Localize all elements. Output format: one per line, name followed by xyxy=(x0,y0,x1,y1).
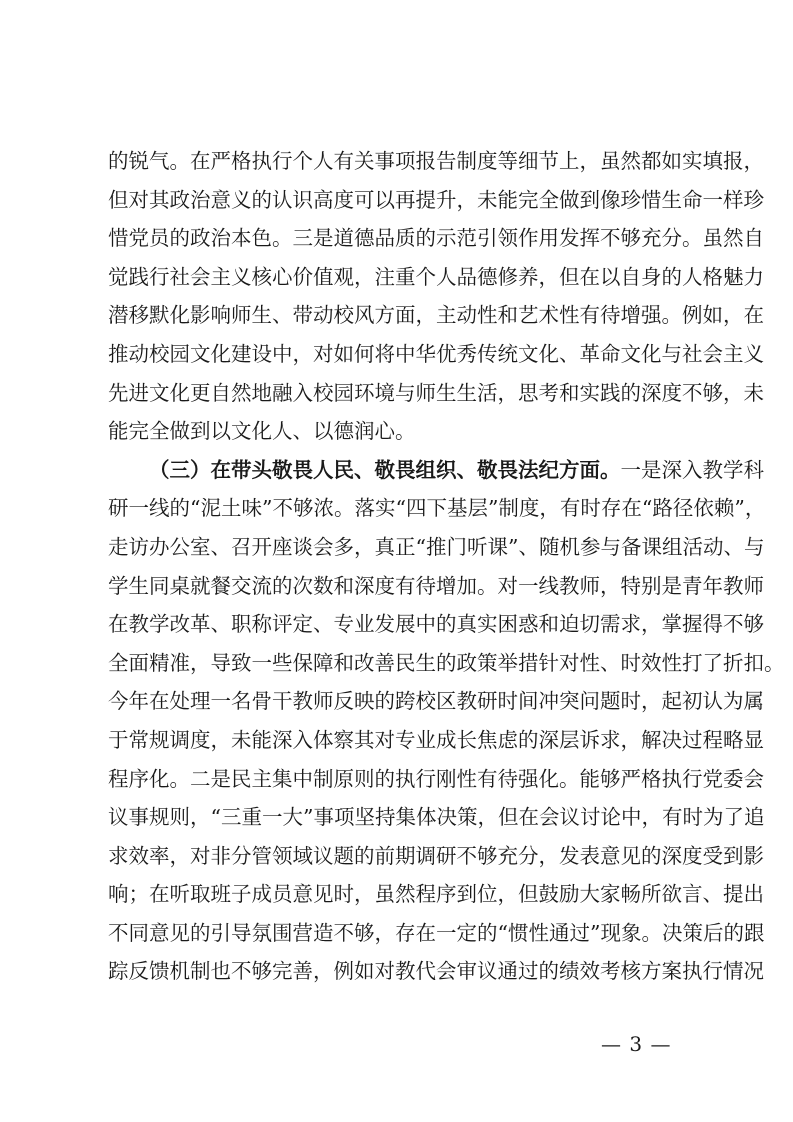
text-line: 于常规调度，未能深入体察其对专业成长焦虑的深层诉求，解决过程略显 xyxy=(108,727,764,752)
text-line: 惜党员的政治本色。三是道德品质的示范引领作用发挥不够充分。虽然自 xyxy=(108,226,764,251)
text-line: 学生同桌就餐交流的次数和深度有待增加。对一线教师，特别是青年教师 xyxy=(108,573,764,598)
text-line: 响；在听取班子成员意见时，虽然程序到位，但鼓励大家畅所欲言、提出 xyxy=(108,882,764,907)
text-line: 今年在处理一名骨干教师反映的跨校区教研时间冲突问题时，起初认为属 xyxy=(108,689,764,714)
text-line: 潜移默化影响师生、带动校风方面，主动性和艺术性有待增强。例如，在 xyxy=(108,303,764,328)
text-line: 程序化。二是民主集中制原则的执行刚性有待强化。能够严格执行党委会 xyxy=(108,766,764,791)
text-line: 推动校园文化建设中，对如何将中华优秀传统文化、革命文化与社会主义 xyxy=(108,341,764,366)
text-line: 议事规则，“三重一大”事项坚持集体决策，但在会议讨论中，有时为了追 xyxy=(108,805,765,830)
page-number: — 3 — xyxy=(601,1032,672,1056)
text-line: 但对其政治意义的认识高度可以再提升，未能完全做到像珍惜生命一样珍 xyxy=(108,187,764,212)
body-text xyxy=(108,142,785,991)
text-line: 踪反馈机制也不够完善，例如对教代会审议通过的绩效考核方案执行情况 xyxy=(108,959,764,984)
section-first-line xyxy=(108,451,764,490)
text-line: 不同意见的引导氛围营造不够，存在一定的“惯性通过”现象。决策后的跟 xyxy=(108,920,765,945)
text-line: 求效率，对非分管领域议题的前期调研不够充分，发表意见的深度受到影 xyxy=(108,843,764,868)
text-line: 能完全做到以文化人、以德润心。 xyxy=(108,419,416,444)
text-line: 的锐气。在严格执行个人有关事项报告制度等细节上，虽然都如实填报， xyxy=(108,149,764,173)
text-line: 在教学改革、职称评定、专业发展中的真实困惑和迫切需求，掌握得不够 xyxy=(108,612,764,637)
text-line: 走访办公室、召开座谈会多，真正“推门听课”、随机参与备课组活动、与 xyxy=(108,534,765,559)
text-line: 全面精准，导致一些保障和改善民生的政策举措针对性、时效性打了折扣。 xyxy=(108,650,785,675)
text-line: 先进文化更自然地融入校园环境与师生生活，思考和实践的深度不够，未 xyxy=(108,380,764,405)
section-heading: （三）在带头敬畏人民、敬畏组织、敬畏法纪方面。 xyxy=(149,457,621,482)
text-line: 研一线的“泥土味”不够浓。落实“四下基层”制度，有时存在“路径依赖”， xyxy=(108,496,766,521)
text-line: 觉践行社会主义核心价值观，注重个人品德修养，但在以自身的人格魅力 xyxy=(108,264,764,289)
section-first-line-rest: 一是深入教学科 xyxy=(620,457,764,482)
